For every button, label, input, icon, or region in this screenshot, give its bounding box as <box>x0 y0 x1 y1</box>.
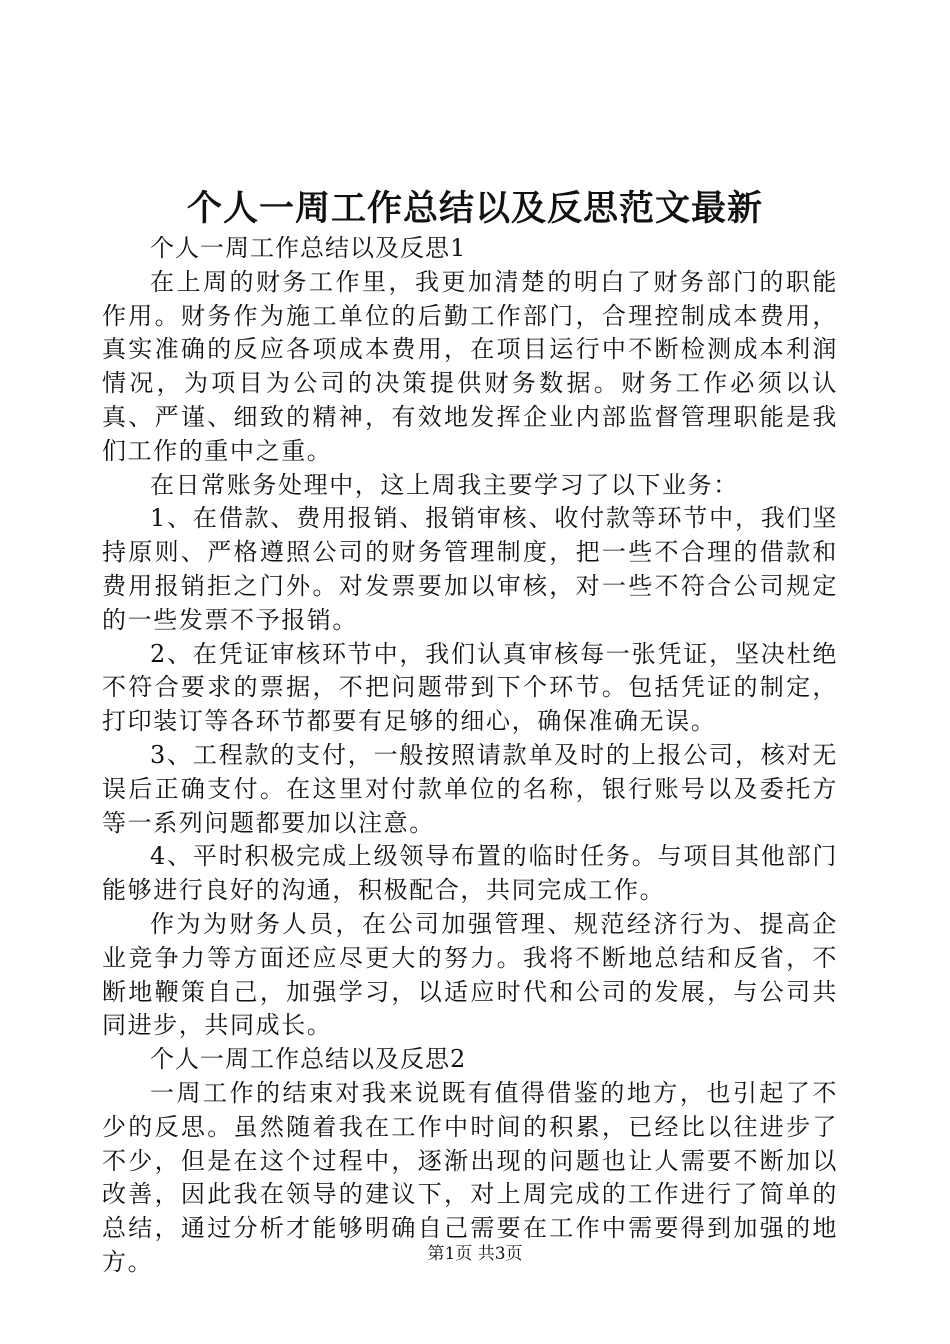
section-heading-1: 个人一周工作总结以及反思1 <box>150 234 467 262</box>
document-title: 个人一周工作总结以及反思范文最新 <box>186 188 763 229</box>
paragraph: 3、工程款的支付，一般按照请款单及时的上报公司，核对无误后正确支付。在这里对付款单位的名称，银行账号以及委托方等一系列问题都要加以注意。 <box>102 740 838 837</box>
paragraph: 1、在借款、费用报销、报销审核、收付款等环节中，我们坚持原则、严格遵照公司的财务管理制度，把一些不合理的借款和费用报销拒之门外。对发票要加以审核，对一些不符合公司规定的一些发票不予报销。 <box>102 504 838 634</box>
document-body <box>102 232 838 1280</box>
page-footer: 第1页 共3页 <box>427 1244 523 1264</box>
paragraph: 4、平时积极完成上级领导布置的临时任务。与项目其他部门能够进行良好的沟通，积极配合，共同完成工作。 <box>102 842 838 905</box>
paragraph: 在上周的财务工作里，我更加清楚的明白了财务部门的职能作用。财务作为施工单位的后勤工作部门，合理控制成本费用，真实准确的反应各项成本费用，在项目运行中不断检测成本利润情况，为项目为公司的决策提供财务数据。财务工作必须以认真、严谨、细致的精神，有效地发挥企业内部监督管理职能是我们工作的重中之重。 <box>102 267 838 465</box>
paragraph: 作为为财务人员，在公司加强管理、规范经济行为、提高企业竞争力等方面还应尽更大的努力。我将不断地总结和反省，不断地鞭策自己，加强学习，以适应时代和公司的发展，与公司共同进步，共同成长。 <box>102 909 838 1040</box>
paragraph: 一周工作的结束对我来说既有值得借鉴的地方，也引起了不少的反思。虽然随着我在工作中时间的积累，已经比以往进步了不少，但是在这个过程中，逐渐出现的问题也让人需要不断加以改善，因此我在领导的建议下，对上周完成的工作进行了简单的总结，通过分析才能够明确自己需要在工作中需要得到加强的地方。 <box>102 1078 838 1276</box>
paragraph: 在日常账务处理中，这上周我主要学习了以下业务： <box>150 470 739 499</box>
section-heading-2: 个人一周工作总结以及反思2 <box>150 1045 467 1074</box>
paragraph: 2、在凭证审核环节中，我们认真审核每一张凭证，坚决杜绝不符合要求的票据，不把问题带到下个环节。包括凭证的制定，打印装订等各环节都要有足够的细心，确保准确无误。 <box>102 639 838 736</box>
